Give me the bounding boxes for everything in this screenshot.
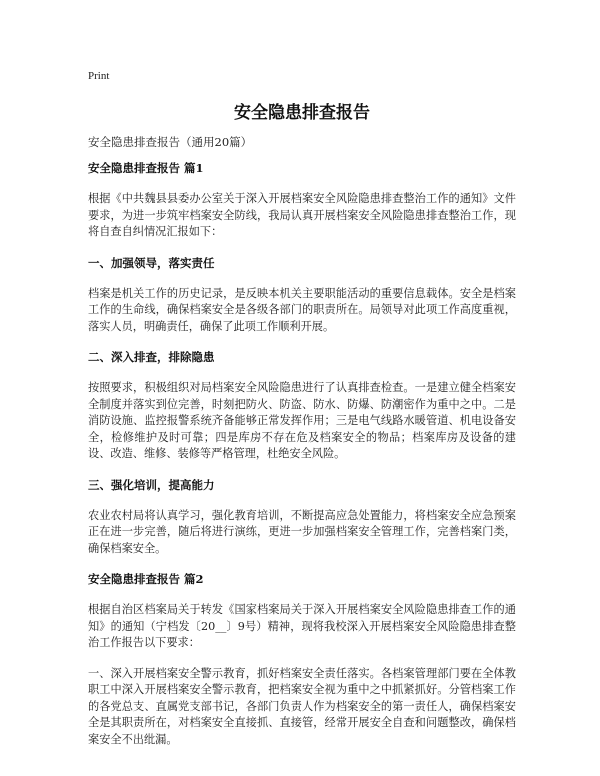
paragraph: 根据《中共魏县县委办公室关于深入开展档案安全风险隐患排查整治工作的通知》文件要求，为进一步筑牢档案安全防线，我局认真开展档案安全风险隐患排查整治工作，现将自查自纠情况汇报如下： [88,192,516,238]
paragraph: 农业农村局将认真学习，强化教育培训，不断提高应急处置能力，将档案安全应急预案正在进一步完善，随后将进行演练，更进一步加强档案安全管理工作，完善档案门类，确保档案安全。 [88,508,516,555]
print-link[interactable]: Print [88,70,110,82]
section-heading: 二、深入排查，排除隐患 [88,350,215,364]
paragraph: 按照要求，积极组织对局档案安全风险隐患进行了认真排查检查。一是建立健全档案安全制度并落实到位完善，时刻把防火、防盗、防水、防爆、防潮密作为重中之中。二是消防设施、监控报警系统齐备能够正常发挥作用；三是电气线路水暖管道、机电设备安全，检修维护及时可靠；四是库房不存在危及档案安全的物品；档案库房及设备的建设、改造、维修、装修等严格管理，杜绝安全风险。 [88,381,516,460]
paragraph: 根据自治区档案局关于转发《国家档案局关于深入开展档案安全风险隐患排查工作的通知》的通知（宁档发〔20__〕9号）精神，现将我校深入开展档案安全风险隐患排查整治工作报告以下要求： [88,603,516,649]
paragraph: 一、深入开展档案安全警示教育，抓好档案安全责任落实。各档案管理部门要在全体教职工中深入开展档案安全警示教育，把档案安全视为重中之中抓紧抓好。分管档案工作的各党总支、直属党支部书记，各部门负责人作为档案安全的第一责任人，确保档案安全是其职责所在，对档案安全直接抓、直接管，经常开展安全自查和问题整改，确保档案安全不出纰漏。 [88,666,516,746]
document-body [88,160,516,762]
document-subtitle: 安全隐患排查报告（通用20篇） [88,135,253,149]
section-heading: 安全隐患排查报告 篇2 [88,572,204,586]
page-title: 安全隐患排查报告 [234,103,370,123]
paragraph: 档案是机关工作的历史记录，是反映本机关主要职能活动的重要信息载体。安全是档案工作的生命线，确保档案安全是各级各部门的职责所在。局领导对此项工作高度重视，落实人员，明确责任，确保了此项工作顺利开展。 [88,286,516,333]
section-heading: 三、强化培训，提高能力 [88,477,215,492]
section-heading: 一、加强领导，落实责任 [88,255,215,270]
section-heading: 安全隐患排查报告 篇1 [88,161,204,175]
